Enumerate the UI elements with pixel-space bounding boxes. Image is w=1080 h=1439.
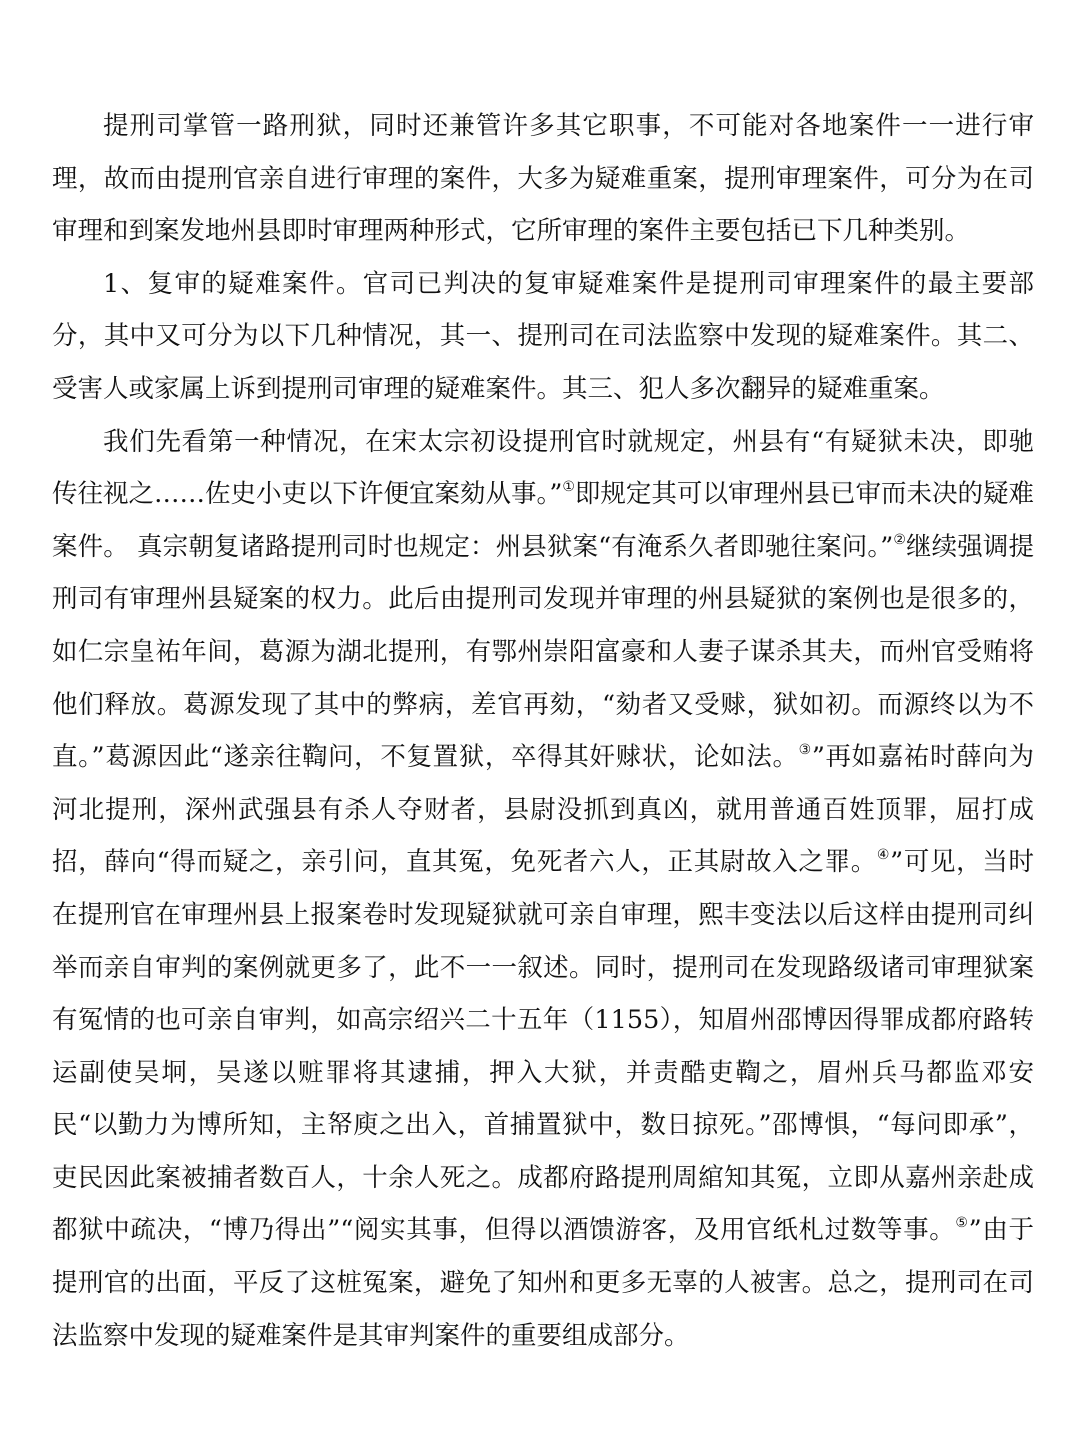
paragraph-2 <box>52 258 1034 416</box>
paragraph-text: ”可见，当时在提刑官在审理州县上报案卷时发现疑狱就可亲自审理，熙丰变法以后这样由提刑司纠举而亲自审判的案例就更多了，此不一一叙述。同时，提刑司在发现路级诸司审理狱案有冤情的也可亲自审判，如高宗绍兴二十五年（1155），知眉州邵博因得罪成都府路转运副使吴坰，吴遂以赃罪将其逮捕，押入大狱，并责酷吏鞫之，眉州兵马都监邓安民“以勤力为博所知，主帑庾之出入，首捕置狱中，数日掠死。”邵博惧，“每问即承”，吏民因此案被捕者数百人，十余人死之。成都府路提刑周綰知其冤，立即从嘉州亲赴成都狱中疏决，“博乃得出”“阅实其事，但得以酒馈游客，及用官纸札过数等事。 <box>52 847 1034 1246</box>
paragraph-text: 1、复审的疑难案件。官司已判决的复审疑难案件是提刑司审理案件的最主要部分，其中又可分为以下几种情况，其一、提刑司在司法监察中发现的疑难案件。其二、受害人或家属上诉到提刑司审理的疑难案件。其三、犯人多次翻异的疑难重案。 <box>52 268 1034 404</box>
paragraph-text: 提刑司掌管一路刑狱，同时还兼管许多其它职事，不可能对各地案件一一进行审理，故而由提刑官亲自进行审理的案件，大多为疑难重案，提刑审理案件，可分为在司审理和到案发地州县即时审理两种形式，它所审理的案件主要包括已下几种类别。 <box>52 111 1034 247</box>
paragraph-3 <box>52 416 1034 1363</box>
footnote-marker-3: ③ <box>798 742 812 759</box>
paragraph-text: 我们先看第一种情况，在宋太宗初设提刑官时就规定，州县有“有疑狱未决，即驰传往视之……佐史小吏以下许便宜案劾从事。” <box>52 426 1034 510</box>
paragraph-text: ”再如嘉祐时薛向为河北提刑，深州武强县有杀人夺财者，县尉没抓到真凶，就用普通百姓顶罪，屈打成招，薛向“得而疑之，亲引问，直其冤，免死者六人，正其尉故入之罪。 <box>52 742 1034 878</box>
paragraph-text: ”由于提刑官的出面，平反了这桩冤案，避免了知州和更多无辜的人被害。总之，提刑司在司法监察中发现的疑难案件是其审判案件的重要组成部分。 <box>52 1215 1034 1351</box>
paragraph-text: 即规定其可以审理州县已审而未决的疑难案件。 真宗朝复诸路提刑司时也规定：州县狱案“有淹系久者即驰往案问。” <box>52 479 1034 562</box>
footnote-marker-5: ⑤ <box>955 1215 969 1232</box>
footnote-marker-2: ② <box>893 531 907 548</box>
footnote-marker-4: ④ <box>876 847 891 864</box>
paragraph-text: 继续强调提刑司有审理州县疑案的权力。此后由提刑司发现并审理的州县疑狱的案例也是很多的，如仁宗皇祐年间，葛源为湖北提刑，有鄂州崇阳富豪和人妻子谋杀其夫，而州官受贿将他们释放。葛源发现了其中的弊病，差官再劾，“劾者又受赇，狱如初。而源终以为不直。”葛源因此“遂亲往鞫问，不复置狱，卒得其奸赇状，论如法。 <box>52 531 1034 773</box>
paragraph-1 <box>52 100 1034 258</box>
footnote-marker-1: ① <box>562 479 575 496</box>
